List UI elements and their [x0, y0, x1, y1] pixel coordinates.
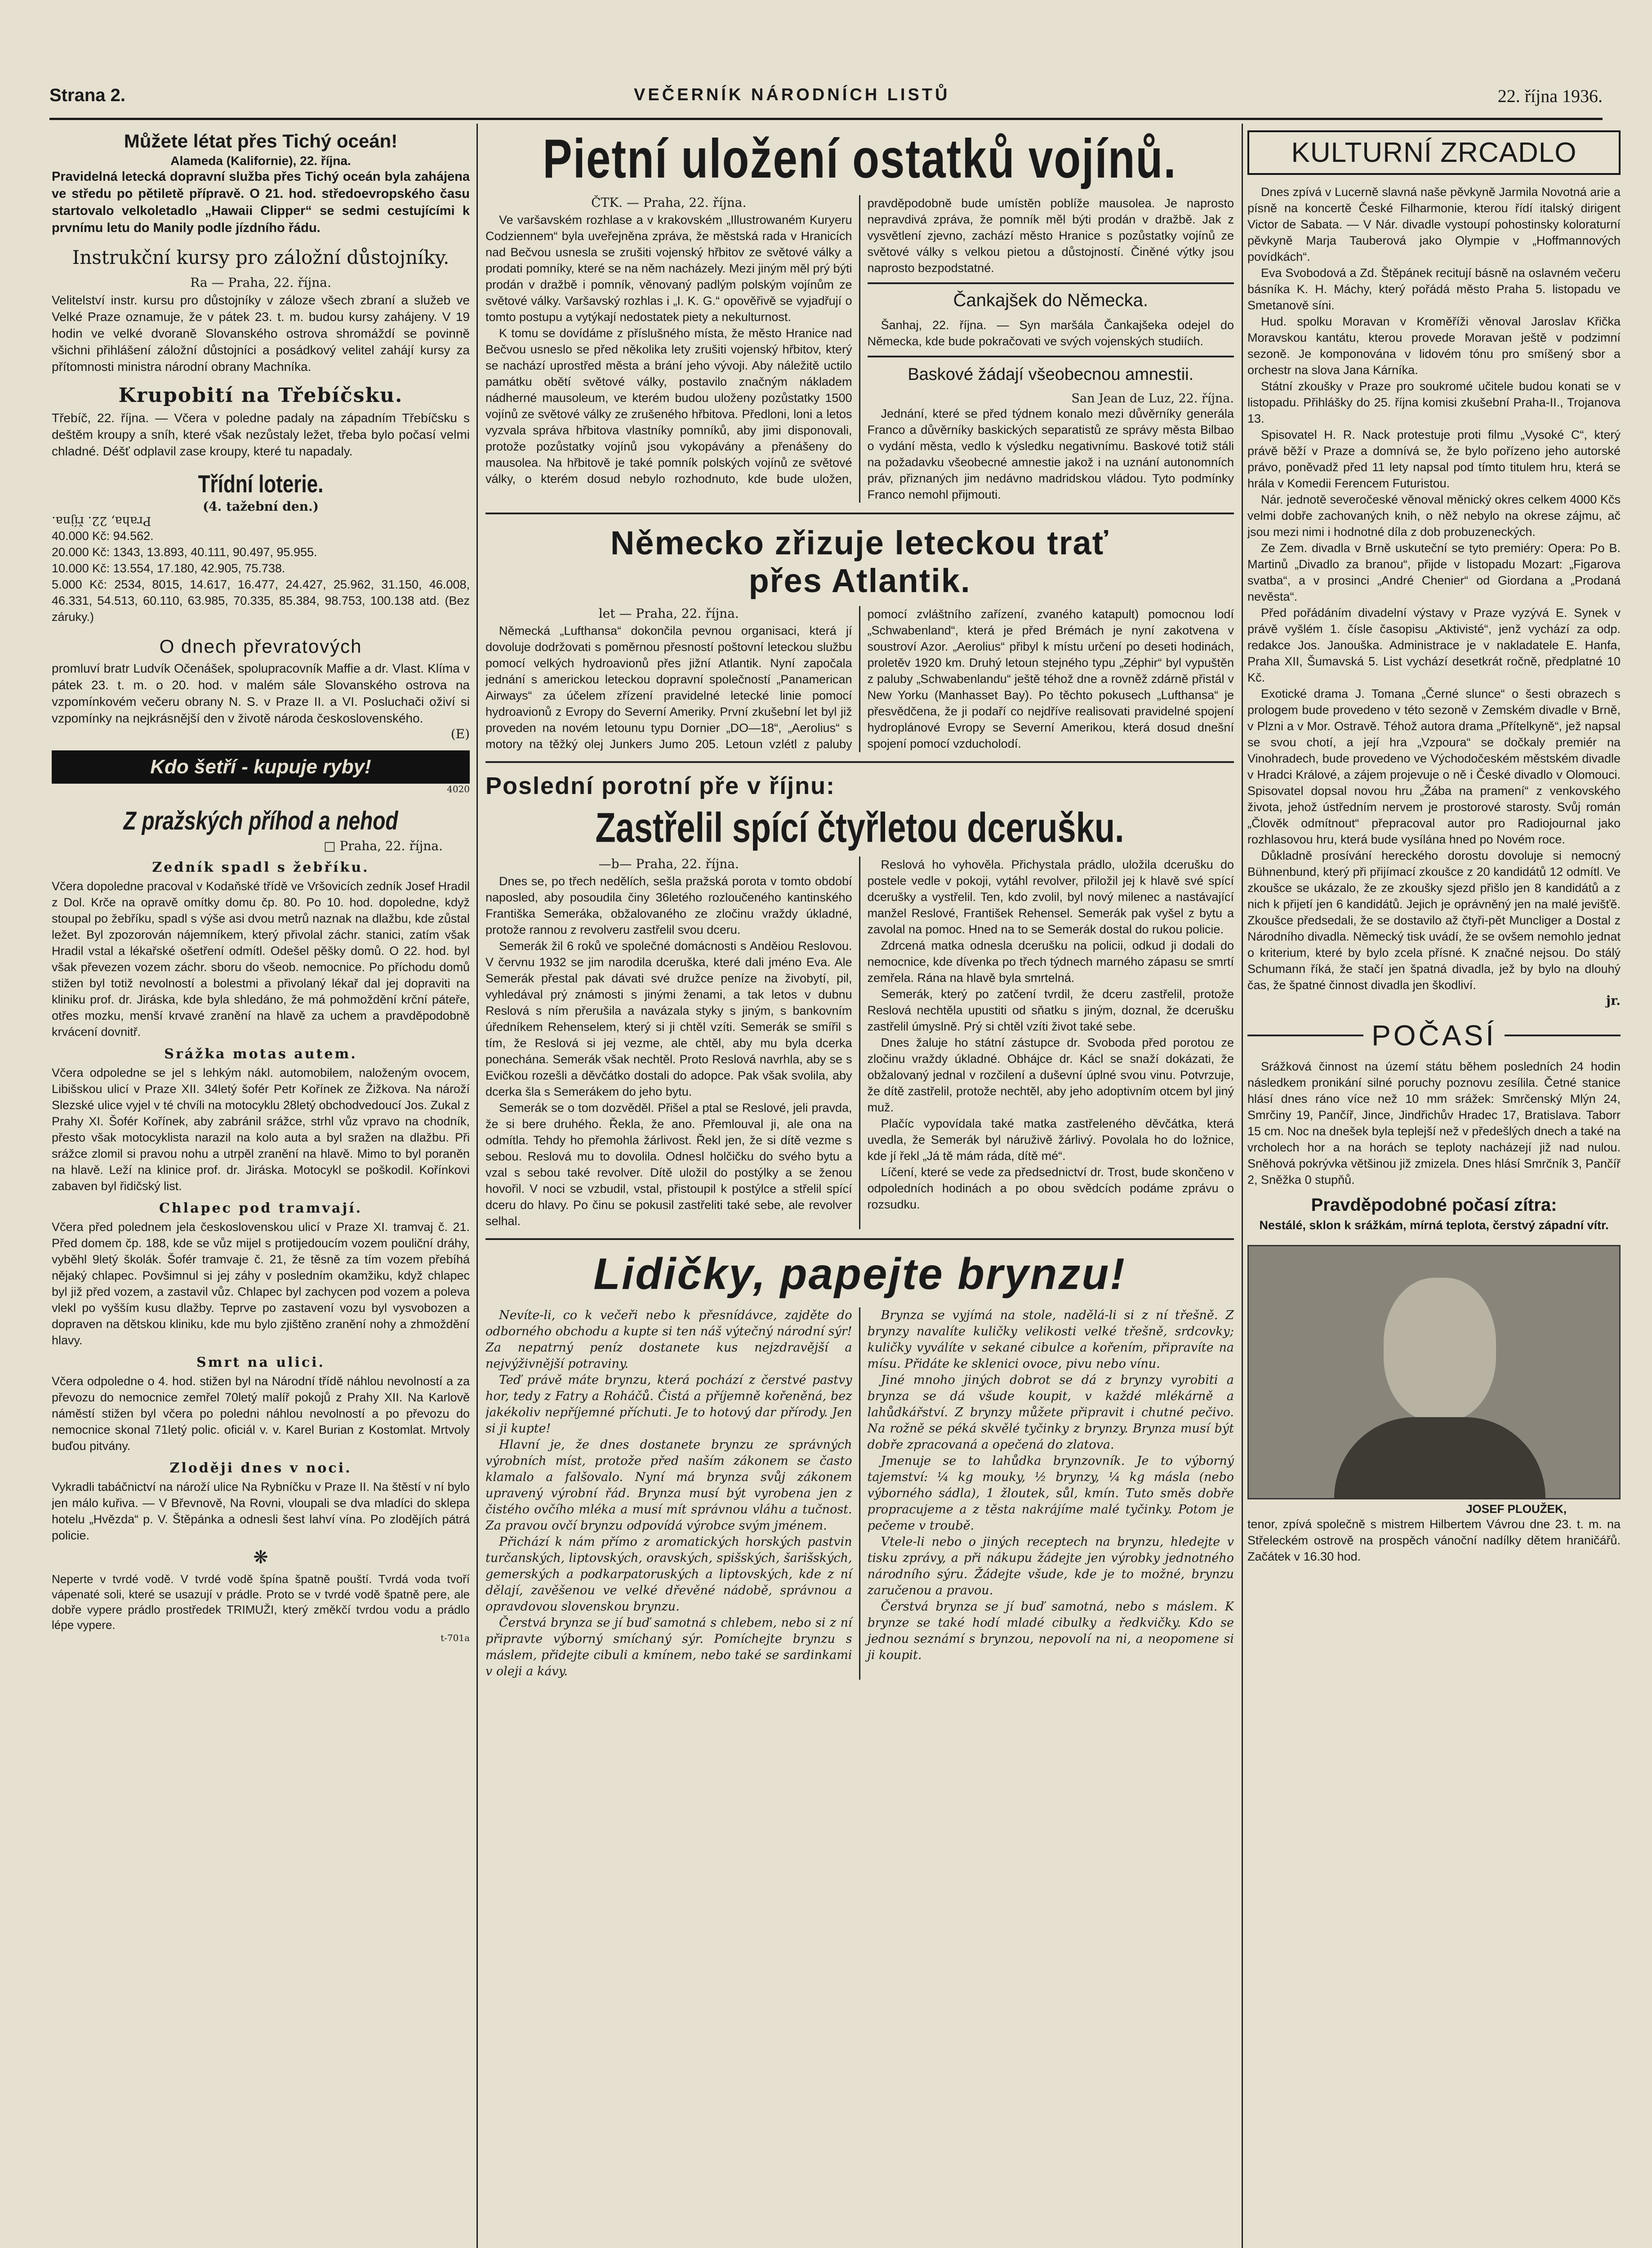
article-body: Pravidelná letecká dopravní služba přes Tichý oceán byla zahájena ve středu po pětiletě přípravě. O 21. hod. středoevropského času startovalo velkoletadlo „Hawaii Clipper“ se sedmi cestujícími k prvnímu letu do Manily podle jízdního řádu.: [52, 169, 470, 235]
photo-caption: JOSEF PLOUŽEK,: [1466, 1502, 1567, 1516]
section-title: KULTURNÍ ZRCADLO: [1247, 130, 1621, 175]
weather-heading: [1247, 1019, 1621, 1052]
dateline: □ Praha, 22. října.: [324, 839, 443, 853]
culture-item: Před pořádáním divadelní výstavy v Praze vyzývá E. Synek v právě vyšlém 1. čísle časopisu „Aktivisté“, jenž vychází za odp. redakce Jos. Janouška. Administrace je v nakladatele E. Hanfa, Praha XII, Šumavská 5. List vychází desetkrát ročně, předplatné 10 Kč.: [1247, 606, 1621, 684]
signature: jr.: [1606, 993, 1621, 1008]
culture-item: Důkladně prosívání hereckého dorostu dovoluje si nemocný Bühnenbund, který při přijímací zkoušce z 20 kandidátů 12 odmítl. Ve zkoušce se ukázalo, že ze zkoušky sjezd přišlo jen 8 kandidátů a z nich k přijetí jen 6 kandidátů. Jejich je oprávněný jen na malé jevišťě. Zkoušce předsedali, že se dostavilo až čtyři-pět Muncliger a Dostal z Národního divadla. Německý tisk uvádí, že se ovšem nemohlo jednat o kriterium, které by bylo zcela přísné. K značné nejsou. Do stálý Schumann říká, že stačí jen špatná divadla, jež by bylo na dlouhý čas, že špatné činnost divadla jen škodliví.: [1247, 849, 1621, 992]
article-jury-trial: [485, 772, 1234, 1229]
portrait-shoulders: [1334, 1417, 1545, 1498]
culture-item: Exotické drama J. Tomana „Černé slunce“ o šesti obrazech s prologem bude provedeno v této sezoně v Zemském divadle v Brně, v Plzni a v Mor. Ostravě. Téhož autora drama „Přítelkyně“, jež napsal se svou chotí, a její hra „Vzpoura“ se dočkaly premiér na Vinohradech, bude provedeno ve Východočeském městském divadle v Hradci Králové, a zájem projevuje o ně i České divadlo v Olomouci. Spisovatel dopsal novou hru „Žába na pramení“ z venkovského života, jehož ústředním nervem je prostorové starosty. Svůj román „Člověk odmítnout“ přepracoval autor pro Radiojournal jako rozhlasovou hru, která bude vysílána hned po Novém roce.: [1247, 687, 1621, 846]
headline: Můžete létat přes Tichý oceán!: [124, 130, 398, 152]
square-icon: □: [324, 839, 340, 853]
weather-body: Srážková činnost na území státu během posledních 24 hodin následkem pronikání silné poruchy poznovu zesílila. Četné stanice hlásí dnes ráno více než 10 mm srážek: Smrčenský Mlýn 24, Smrčiny 19, Pančíř, Jince, Jindřichův Hradec 17, Bratislava. Taborr 15 cm. Noc na dnešek byla teplejší než v předešlých dnech a také na vrcholech hor a na horách se teploty nacházejí již nad nulou. Sněhová pokrývka většinou již zmizela. Dnes hlásí Smrčník 3, Pančíř 2, Sněžka 0 stupňů.: [1247, 1060, 1621, 1186]
culture-item: Hud. spolku Moravan v Kroměříži věnoval Jaroslav Křička Moravskou kantátu, kterou provede Moravan ještě v podzimní sezoně. Je komponována v lidovém tónu pro smíšený sbor a orchestr na slova Jana Kárníka.: [1247, 315, 1621, 377]
weather-title: POČASÍ: [1371, 1019, 1496, 1052]
divider: [868, 282, 1234, 284]
forecast-body: Nestálé, sklon k srážkám, mírná teplota, čerstvý západní vítr.: [1259, 1218, 1609, 1232]
culture-item: Spisovatel H. R. Nack protestuje proti filmu „Vysoké C“, který právě běží v Praze a domnívá se, že bylo pořízeno jeho autorské právo, poněvadž před 11 lety napsal pod tímto titulem hru, která se hrála v Komedii Ferencem Futuristou.: [1247, 428, 1621, 490]
article-body: Včera odpoledne se jel s lehkým nákl. automobilem, naloženým ovocem, Libišskou ulicí v Praze XII. 34letý šofér Petr Kořínek ze Žižkova. Na nároží Slezské ulice vyjel v té chvíli na motocyklu 28letý obchodvedoucí Jos. Zukal z Prahy XI. Šofér Kořínek, aby zabránil srážce, strhl vůz vpravo na chodník, přesto však motocyklista narazil na kolo auta a byl sražen na dlažbu. Při srážce zlomil si pravou nohu a utrpěl zranění na hlavě. Mimo to byl poraněn na hlavě. Leží na klinice prof. dr. Jiráska. Motocykl se poškodil. Kořínkovi zabaven byl řidičský list.: [52, 1066, 470, 1193]
advertisement-fish: [52, 750, 470, 794]
article-reserve-officers: [52, 246, 470, 375]
article-brynza: [485, 1249, 1234, 1680]
article-body: Semerák, který po zatčení tvrdil, že dceru zastřelil, protože Reslová nechtěla upustiti od sňatku s jiným, doznal, že dcerušku zastřelil úmyslně. Prý si chtěl vzíti život také sebe.: [867, 987, 1234, 1033]
article-lottery: [52, 470, 470, 625]
page-number: Strana 2.: [49, 85, 125, 105]
headline: Zastřelil spící čtyřletou dcerušku.: [595, 804, 1124, 851]
article-body: Jiné mnoho jiných dobrot se dá z brynzy vyrobiti a brynza se dá všude koupit, v každé mlékárně a lahůdkářství. Z brynzy můžete připravit i chutné pečivo. Na rožně se péká skvělé tyčinky z brynzy. Brynza musí být dobře zpracovaná a opečená do zlatova.: [867, 1373, 1234, 1452]
section-heading: Chlapec pod tramvají.: [159, 1200, 363, 1216]
dateline: let — Praha, 22. října.: [598, 606, 739, 621]
dateline: Ra — Praha, 22. října.: [190, 275, 331, 290]
article-atlantic-route: [485, 524, 1234, 752]
headline: O dnech převratových: [159, 636, 362, 657]
article-body: Zdrcená matka odnesla dcerušku na policii, odkud ji dodali do nemocnice, kde dívenka po třech týdnech marného zápasu se smrtí zemřela. Rána na hlavě byla smrtelná.: [867, 939, 1234, 985]
signature: (E): [450, 727, 470, 741]
kicker: Poslední porotní pře v říjnu:: [485, 772, 836, 799]
article-body: Včera před polednem jela československou ulicí v Praze XI. tramvaj č. 21. Před domem čp. 188, kde se vůz mijel s protijedoucím vozem pouliční dráhy, vyběhl 9letý školák. Šofér tramvaje č. 21, že těsně za tím vozem přebíhá nějaký chlapec. Povšimnul si jej záhy v posledním okamžiku, když chlapec byl již před vozem, a zastavil vůz. Chlapec byl zachycen pod vozem a poleva vlekl po vyšším kusu dlažby. Teprve po zastavení vozu byl vysvobozen a dopraven na dětskou kliniku, kde mu bylo zjištěno zranění nohy a zhmoždění hlavy.: [52, 1220, 470, 1347]
article-body: promluví bratr Ludvík Očenášek, spolupracovník Maffie a dr. Vlast. Klíma v pátek 23. t. m. o 20. hod. v malém sále Slovanského ostrova na vzpomínkovém večeru obrany N. S. v Praze II. a VI. Posluchači oživí si vzpomínky na nejkrásnější den v životě národa československého.: [52, 661, 470, 725]
issue-date: 22. října 1936.: [1497, 86, 1603, 106]
headline: Lidičky, papejte brynzu!: [593, 1249, 1126, 1298]
article-body: Třebíč, 22. října. — Včera v poledne padaly na západním Třebíčsku s deštěm kroupy a sníh, které však nezůstaly ležet, třeba bylo počasí velmi chladné. Déšť odplavil zase kroupy, které tu napadaly.: [52, 411, 470, 458]
asterisk-ornament: ❋: [253, 1547, 268, 1568]
headline: Třídní loterie.: [198, 470, 324, 498]
column-right: [1247, 130, 1621, 2248]
subtitle: (4. tažební den.): [202, 499, 319, 514]
page-header: [49, 85, 1603, 112]
article-body: Plačíc vypovídala také matka zastřeleného děvčátka, která uvedla, že Semerák byl náruživě žárlivý. Povolala ho do ložnice, kde jí řekl „Já tě mám ráda, dítě mé“.: [867, 1117, 1234, 1163]
article-body: Čerstvá brynza se jí buď samotná, nebo s máslem. K brynze se také hodí mladé cibulky a ředkvičky. Kdo se jednou seznámí s brynzou, nepovolí na ni, a neopomene si ji koupit.: [867, 1600, 1234, 1662]
article-body: Hlavní je, že dnes dostanete brynzu ze správných výrobních míst, protože před naším zákonem se často klamalo a falšovalo. Nyní má brynza svůj zákonem upravený výrobní řád. Brynza musí být vyrobena jen z čistého ovčího mléka a musí mít správnou vláhu a tučnost. Za pravou ovčí brynzu odpovídá výrobce svým jménem.: [485, 1438, 852, 1533]
article-body: Dnes se, po třech nedělích, sešla pražská porota v tomto období naposled, aby posoudila činy 36letého rozloučeného kantinského Františka Semeráka, obžalovaného ze zločinu vraždy úkladné, protože rannou z revolveru zastřelil svou dceru.: [485, 874, 852, 937]
article-columns: [485, 195, 1234, 503]
portrait-face: [1384, 1278, 1496, 1422]
culture-item: Dnes zpívá v Lucerně slavná naše pěvkyně Jarmila Novotná arie a písně na koncertě České Filharmonie, kterou řídí italský dirigent Victor de Sabata. — V Nár. divadle vystoupí pohostinsky koloraturní pěvkyně Marja Tauberová jako Olympie v „Hoffmannových povídkách“.: [1247, 185, 1621, 263]
section-heading: Smrt na ulici.: [196, 1355, 325, 1370]
dateline: Alameda (Kalifornie), 22. října.: [170, 154, 351, 168]
article-body: Čerstvá brynza se jí buď samotná s chlebem, nebo si z ní připravte výborný smíchaný sýr. Pomíchejte brynzu s máslem, přidejte cibuli a kmínem, nebo také se sardinkami v oleji a kávy.: [485, 1616, 852, 1678]
dateline: —b— Praha, 22. října.: [598, 856, 739, 871]
lottery-line: 10.000 Kč: 13.554, 17.180, 42.905, 75.738.: [52, 562, 285, 575]
divider: [868, 356, 1234, 357]
ad-code: 4020: [447, 784, 470, 794]
article-columns: [485, 1307, 1234, 1680]
article-body: Brynza se vyjímá na stole, nadělá-li si z ní třešně. Z brynzy navalíte kuličky velikosti velké třešně, srdcovky; kuličky vyválíte v sekané cibulce a kořením, připravíte na mísu. Přidáte ke sklenici ovoce, pivu nebo vínu.: [867, 1308, 1234, 1371]
headline: Krupobití na Třebíčsku.: [118, 384, 403, 407]
ad-code: t-701a: [441, 1632, 470, 1643]
article-soldiers-remains: [485, 130, 1234, 503]
article-body: Německá „Lufthansa“ dokončila pevnou organisaci, která jí dovoluje dodržovati s poměrnou přesností poštovní leteckou službu pomocí velkých hydroavionů přes jižní Atlantik. Nyní započala jednání s americkou leteckou dopravní společností „Panamerican Airways“ za účelem zřízení pravidelné letecké linie pomocí hydroavionů z Evropy do Severní Ameriky. První zkušební let byl již proveden na novém letounu typu Dornier „DO—18“, „Aerolius“ s motory na těžký olej Junkers Jumo 205. Letoun vzlétl z paluby pomocí zvláštního zařízení, zvaného katapult) pomocnou lodí „Schwabenland“, která je před Brémách je nyní zakotvena v soustroví Azor. „Aerolius“ přibyl k místu určení po deseti hodinách, proletěv 1920 km. Druhý letoun stejného typu „Zéphir“ byl vypuštěn z paluby „Schwabenlandu“ ještě téhož dne a rovněž zdárně přistál v New Yorku (Manhasset Bay). Po těchto pokusech „Lufthansa“ je přesvědčena, že ji podaří co nejdříve realisovati pravidelné spojení hydroplánové Evropy se Severní Amerikou, která dosud dnešní spojení pomocí vzducholodí.: [485, 607, 1234, 751]
ad-text: Kdo šetří - kupuje ryby!: [52, 750, 470, 784]
article-body: Jmenuje se to lahůdka brynzovník. Je to výborný tajemství: ¼ kg mouky, ½ brynzy, ¼ kg másla (nebo výborného sádla), 1 žloutek, sůl, kmín. Tuto směs dobře propracujeme a z těsta nakrájíme malé tyčinky. Potom je pečeme v troubě.: [867, 1454, 1234, 1533]
article-body: Šanhaj, 22. října. — Syn maršála Čankajšeka odejel do Německa, kde bude pokračovati ve svých vojenských studiích.: [867, 318, 1234, 348]
dateline: ČTK. — Praha, 22. října.: [591, 195, 747, 210]
headline: Z pražských příhod a nehod: [123, 806, 398, 835]
lottery-line: 20.000 Kč: 1343, 13.893, 40.111, 90.497, 95.955.: [52, 545, 317, 559]
culture-item: Nár. jednotě severočeské věnoval měnický okres celkem 4000 Kčs velmi dobře zachovaných knih, o něž nebylo na okrese zájmu, ač jsou mezi nimi i hodnotné díla z dob probuzeneckých.: [1247, 493, 1621, 539]
headline: Čankajšek do Německa.: [953, 290, 1149, 310]
article-body: Velitelství instr. kursu pro důstojníky v záloze všech zbraní a služeb ve Velké Praze oznamuje, že v pátek 23. t. m. budou kursy zahájeny. V 19 hodin ve velké dvoraně Slovanského ostrova shromáždí se povinně všichni přihlášení záložní důstojníci a posádkový velitel zahájí kursy za přítomnosti ministra národní obrany Machníka.: [52, 293, 470, 374]
headline: Pietní uložení ostatků vojínů.: [543, 130, 1177, 190]
article-body: Dnes žaluje ho státní zástupce dr. Svoboda před porotou ze zločinu vraždy úkladné. Obhájce dr. Kácl se snaží dokázati, že obžalovaný jednal v rozčilení a duševní úplné svou vinu. Potvrzuje, že dítě zastřelil, protože nechtěl, aby jeho adoptivním otcem byl jiný muž.: [867, 1036, 1234, 1114]
article-body: Nevíte-li, co k večeři nebo k přesnídávce, zajděte do odborného obchodu a kupte si ten náš výtečný národní sýr! Za nepatrný peníz dostanete kus nejzdravější a nejvýživnější potraviny.: [485, 1308, 852, 1371]
header-rule: [49, 118, 1603, 120]
portrait-photo: [1247, 1245, 1621, 1499]
forecast-title: Pravděpodobné počasí zítra:: [1311, 1195, 1557, 1215]
column-divider: [1242, 124, 1243, 2248]
article-pacific-flight: [52, 130, 470, 236]
ad-body: Neperte v tvrdé vodě. V tvrdé vodě špína špatně pouští. Tvrdá voda tvoří vápenaté soli, které se usazují v prádle. Proto se v tvrdé vodě špatně pere, ale dobře vypere prádlo prostředek TRIMUŽI, který změkčí tvrdou vodu a prádlo lépe vypere.: [52, 1572, 470, 1632]
photo-text: tenor, zpívá společně s mistrem Hilbertem Vávrou dne 23. t. m. na Střeleckém ostrově na prospěch vánoční nadílky dětem hraničářů. Začátek v 16.30 hod.: [1247, 1517, 1621, 1563]
section-heading: Zedník spadl s žebříku.: [152, 860, 370, 875]
section-heading: Srážka motas autem.: [164, 1046, 357, 1062]
article-body: Vtele-li nebo o jiných receptech na brynzu, hledejte v tisku zprávy, a při nákupu žádejte jen výrobky jednotného národního sýru. Žádejte všude, kde je to možné, brynzu zaručenou a pravou.: [867, 1535, 1234, 1597]
article-body: Semerák se o tom dozvěděl. Přišel a ptal se Reslové, jeli pravda, že si bere druhého. Řekla, že ano. Přemlouval ji, ale ona na odmítla. Tehdy ho přemohla žárlivost. Řekl jen, že si dítě vezme s sebou. Reslová mu to dovolila. Odnesl holčičku do svého bytu a vzal s sebou také revolver. Dítě uložil do postýlky a se ženou hovořil. V noci se vzbudil, vstal, přistoupil k postýlce a střelil spící dceru do hlavy. Po činu se pokusil zastřeliti také sebe, ale revolver selhal.: [485, 1101, 852, 1228]
article-revolution-days: [52, 636, 470, 741]
rule-left: [1247, 1035, 1363, 1036]
column-divider: [476, 124, 478, 2248]
article-body: Jednání, které se před týdnem konalo mezi důvěrníky generála Franco a důvěrníky baskických separatistů ze správy města Bilbao o vydání města, vedlo k výsledku negativnímu. Baskové totiž stáli na požadavku všeobecné amnestie jakož i na uznání autonomních práv, přiznaných jim nedávno madridskou vládou. Tyto podmínky Franco nemohl přijmouti.: [867, 407, 1234, 501]
article-body: Včera dopoledne pracoval v Kodaňské třídě ve Vršovicích zedník Josef Hradil z Dol. Krče na opravě omítky domu čp. 80. Po 10. hod. dopoledne, když stoupal po žebříku, spadl s výše asi dvou metrů naznak na dlažbu, kde zůstal ležet. Byl zpozorován nájemníkem, který přivolal záchr. stanici, zatím však Hradil vstal a lékařské ošetření odmítl. Odešel pěšky domů. O 22. hod. byl však převezen vozem záchr. sboru do všeob. nemocnice. Po příchodu domů stižen byl totiž nevolností a bolestmi a přivolaný lékař dal jej dopraviti na kliniku prof. dr. Jiráska, kde byla shledáno, že má pohmoždění krční páteře, otřes mozku, menší krvavé zranění na hlavě za uchem a pravděpodobně krvácení dovnitř.: [52, 879, 470, 1039]
lottery-line: 40.000 Kč: 94.562.: [52, 529, 154, 543]
article-prague-incidents: [52, 805, 470, 1643]
article-body: Včera odpoledne o 4. hod. stižen byl na Národní třídě náhlou nevolností a za převozu do nemocnice zemřel 70letý malíř pokojů z Prahy XII. Na Karlově náměstí stižen byl včera po poledni náhlou nevolností a po převozu do nemocnice skonal 71letý polic. oficiál v. v. Karel Burian z Kostomlat. Mrtvoly buďou pitvány.: [52, 1374, 470, 1453]
article-body: Reslová ho vyhověla. Přichystala prádlo, uložila dcerušku do postele vedle v pokoji, vytáhl revolver, přiložil jej k hlavě své spící dcerušky a vystřelil. Ten, kdo zvolil, byl nový milenec a nastávající manžel Reslové, František Rehensel. Semerák pak vyšel z bytu a zavolal na pomoc. Hned na to se Semerák dostal do rukou policie.: [867, 858, 1234, 936]
article-body: Semerák žil 6 roků ve společné domácnosti s Anděiou Reslovou. V červnu 1932 se jim narodila dceruška, které dali jméno Eva. Ale Semerák přestal pak dávati své družce peníze na živobytí, pil, vyhledával prý známosti s jinými ženami, a tak letos v dubnu Reslová s ním přerušila a navázala styky s jiným, s bankovním úředníkem Rehenselem, který si ji chtěl vzíti. Semerák se smířil s tím, že Reslová si jej vezme, ale chtěl, aby mu byla dcerka ponechána. Semerák však nechtěl. Proto Reslová navrhla, aby se s Evičkou rozešli a děvčátko dostali do adopce. Pak však svolila, aby dcerka šla s Semerákem do jeho bytu.: [485, 939, 852, 1098]
section-rule: [485, 513, 1234, 514]
article-body: Teď právě máte brynzu, která pochází z čerstvé pastvy hor, tedy z Fatry a Roháčů. Čistá a příjemně kořeněná, bez jakékoliv nepříjemné příchuti. Je to hotový dar přírody. Jen si ji kupte!: [485, 1373, 852, 1436]
article-columns: [485, 606, 1234, 752]
masthead: VEČERNÍK NÁRODNÍCH LISTŮ: [634, 85, 950, 104]
article-body: Vykradli tabáčnictví na nároží ulice Na Rybníčku v Praze II. Na štěstí v ní bylo jen málo kuřiva. — V Břevnově, Na Rovni, vloupali se dva mladíci do sklepa hotelu „Hvězda“ p. V. Štěpánka a odnesli šest lahví vína. Po zlodějích pátrá policie.: [52, 1480, 470, 1542]
column-middle: [485, 130, 1234, 2248]
section-heading: Zloději dnes v noci.: [169, 1460, 352, 1476]
section-rule: [485, 1238, 1234, 1240]
article-body: Přichází k nám přímo z aromatických horských pastvin turčanských, liptovských, oravských, spišských, šarišských, gemerských a podkarpatoruských a liptovských, kde z ní dělají, zavěšenou ve velké dřevěné nádobě, správnou a opravdovou slovenskou brynzu.: [485, 1535, 852, 1614]
article-body: K tomu se dovídáme z příslušného místa, že město Hranice nad Bečvou usneslo se před několika lety zrušiti vojenský hřbitov, který se nachází uprostřed města a brání jeho vývoji. Aby náležitě uctilo památku obětí světové války, postavilo značným nákladem nádherné mausoleum, ve kterém budou uloženy pozůstatky 1500 vojínů ze světové války ze zrušeného hřbitova. Předloni, loni a letos vyzvala správa hřbitova vlastníky pomníků, aby jimi disponovali, protože pozůstatky vojínů jsou vykopávány a přenášeny do mausolea. Na hřbitově je také pomník polských vojínů ze světové války, o kterém dosud nebylo rozhodnuto, kde bude uložen, pravděpodobně bude umístěn poblíže mausolea. Je naprosto nepravdivá zpráva, že pomník měl býti prodán v dražbě. Jak z vysvětlení zjevno, zachází město Hranice s pozůstatky vojínů ze světové války s velkou pietou a důstojností. Činěné výtky jsou naprosto bezpodstatné.: [485, 196, 1234, 486]
article-hailstorm: [52, 384, 470, 459]
headline: Německo zřizuje leteckou trať: [610, 524, 1109, 562]
headline: Baskové žádají všeobecnou amnestii.: [908, 365, 1194, 384]
lottery-line: 5.000 Kč: 2534, 8015, 14.617, 16.477, 24.427, 25.962, 31.150, 46.008, 46.331, 54.513, 60.110, 63.985, 70.335, 85.384, 98.753, 100.138 atd. (Bez záruky.): [52, 578, 470, 624]
culture-item: Eva Svobodová a Zd. Štěpánek recitují básně na oslavném večeru básníka K. H. Máchy, který pořádá město Praha 5. listopadu ve Smetanově síni.: [1247, 266, 1621, 312]
rule-right: [1505, 1035, 1621, 1036]
article-body: Líčení, které se vede za předsednictví dr. Trost, bude skončeno v odpoledních hodinách a po obou svědcích podáme zprávu o rozsudku.: [867, 1165, 1234, 1211]
section-rule: [485, 761, 1234, 763]
article-body: Ve varšavském rozhlase a v krakovském „Illustrowaném Kuryeru Codziennem“ byla uveřejněna zpráva, že městská rada v Hranicích nad Bečvou usnesla se zrušiti vojenský hřbitov ze světové války a prodati pomníky, které se na něm nacházely. Mezi jiným měl prý býti prodán v dražbě i pomník, věnovaný padlým polským vojínům ze světové války. Varšavský rozhlas i „I. K. G.“ opověřivě se vyjadřují o tomto postupu a vytýkají nedostatek piety a nekulturnost.: [485, 213, 852, 324]
culture-item: Ze Zem. divadla v Brně uskuteční se tyto premiéry: Opera: Po B. Martinů „Divadlo za branou“, přijde v listopadu Mozart: „Figarova svatba“, a v prosinci „André Chenier“ od Giordana a „Prodaná nevěsta“.: [1247, 541, 1621, 603]
headline: přes Atlantik.: [748, 562, 971, 599]
headline: Instrukční kursy pro záložní důstojníky.: [72, 246, 450, 268]
column-left: [52, 130, 470, 2248]
culture-item: Státní zkoušky v Praze pro soukromé učitele budou konati se v listopadu. Přihlášky do 25. října komisi zkušební Praha-II., Trojanova 13.: [1247, 379, 1621, 425]
dateline: Praha, 22. října.: [52, 514, 151, 528]
dateline: San Jean de Luz, 22. října.: [1071, 392, 1234, 406]
article-columns: [485, 856, 1234, 1229]
